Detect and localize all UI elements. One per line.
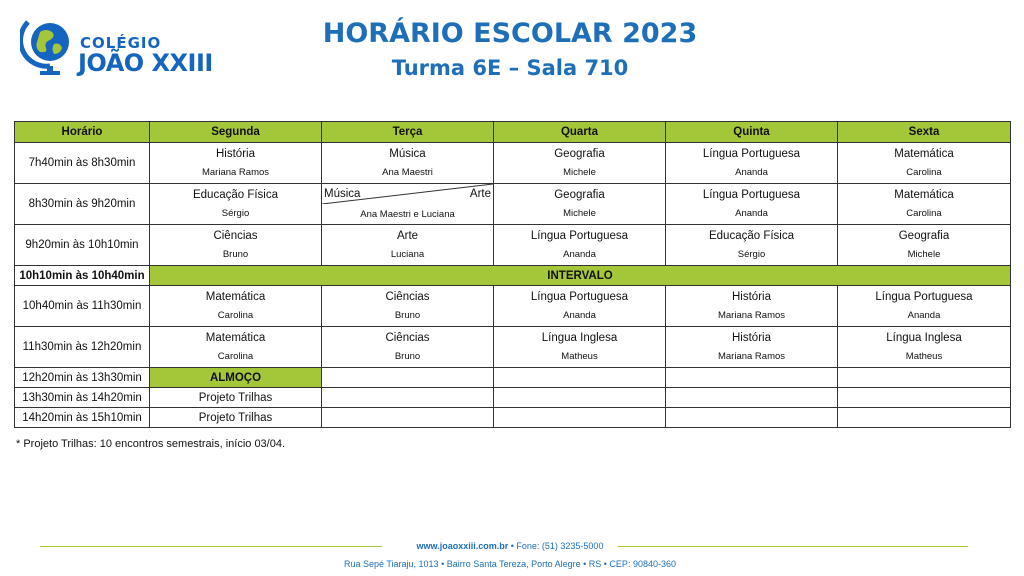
teacher: Carolina	[906, 208, 942, 219]
class-cell	[838, 286, 1011, 327]
subject: Geografia	[898, 230, 950, 242]
teacher: Matheus	[561, 351, 598, 362]
teacher: Michele	[907, 249, 941, 260]
teacher: Matheus	[905, 351, 943, 362]
teacher: Ananda	[735, 167, 768, 178]
logo-line1: COLÉGIO	[80, 34, 162, 52]
subject: História	[732, 291, 771, 303]
class-cell	[494, 225, 666, 266]
class-cell	[322, 286, 494, 327]
subject: Matemática	[205, 332, 266, 344]
empty-cell	[322, 388, 494, 408]
logo-line2: JOÃO XXIII	[78, 49, 213, 77]
teacher: Bruno	[394, 351, 421, 362]
website-link[interactable]: www.joaoxxiii.com.br	[416, 541, 509, 551]
footnote: * Projeto Trilhas: 10 encontros semestrais, início 03/04.	[16, 438, 286, 450]
teacher: Ana Maestri e Luciana	[360, 209, 455, 220]
subject: História	[732, 332, 771, 344]
footer-contact	[330, 541, 690, 551]
empty-cell	[494, 408, 666, 428]
time-cell: 11h30min às 12h20min	[15, 327, 150, 368]
class-cell	[150, 286, 322, 327]
time-cell: 13h30min às 14h20min	[15, 388, 150, 408]
time-cell: 10h10min às 10h40min	[15, 266, 150, 286]
class-cell	[150, 225, 322, 266]
subject: Educação Física	[192, 189, 278, 201]
subject: Ciências	[213, 230, 258, 242]
column-header: Terça	[322, 122, 494, 143]
class-cell: Projeto Trilhas	[150, 388, 322, 408]
subject: Música	[389, 148, 426, 160]
class-cell	[666, 184, 838, 225]
subject: Educação Física	[708, 230, 794, 242]
school-logo	[20, 14, 220, 78]
class-cell	[322, 327, 494, 368]
class-cell	[666, 143, 838, 184]
teacher: Mariana Ramos	[717, 351, 786, 362]
class-cell	[494, 327, 666, 368]
subject-right: Arte	[469, 188, 491, 200]
schedule-table	[14, 121, 1011, 428]
subject: Ciências	[385, 291, 430, 303]
teacher: Carolina	[217, 351, 254, 362]
teacher: Ananda	[907, 310, 941, 321]
subject: Língua Portuguesa	[875, 291, 973, 303]
table-row	[15, 408, 1011, 428]
subject: Geografia	[554, 189, 605, 201]
phone-text: • Fone: (51) 3235-5000	[510, 541, 604, 551]
class-cell	[322, 143, 494, 184]
time-cell: 10h40min às 11h30min	[15, 286, 150, 327]
subject: Língua Inglesa	[886, 332, 962, 344]
column-header: Horário	[15, 122, 150, 143]
class-cell	[666, 327, 838, 368]
table-row	[15, 388, 1011, 408]
class-cell	[838, 143, 1011, 184]
time-cell: 9h20min às 10h10min	[15, 225, 150, 266]
time-cell: 7h40min às 8h30min	[15, 143, 150, 184]
class-cell	[150, 143, 322, 184]
teacher: Michele	[563, 167, 596, 178]
subject: Matemática	[894, 148, 954, 160]
teacher: Carolina	[906, 167, 942, 178]
page-subtitle: Turma 6E – Sala 710	[391, 56, 629, 80]
class-cell	[494, 286, 666, 327]
interval-row	[15, 266, 1011, 286]
table-row	[15, 184, 1011, 225]
subject: Matemática	[205, 291, 266, 303]
teacher: Bruno	[394, 310, 421, 321]
class-cell	[494, 143, 666, 184]
empty-cell	[322, 408, 494, 428]
lunch-row	[15, 368, 1011, 388]
subject: Ciências	[385, 332, 430, 344]
column-header: Quarta	[494, 122, 666, 143]
lunch-cell: ALMOÇO	[150, 368, 322, 388]
teacher: Sérgio	[221, 208, 250, 219]
split-class-cell	[322, 184, 494, 225]
empty-cell	[666, 388, 838, 408]
table-row	[15, 143, 1011, 184]
teacher: Bruno	[222, 249, 249, 260]
page-title: HORÁRIO ESCOLAR 2023	[322, 18, 698, 49]
class-cell	[838, 184, 1011, 225]
class-cell	[322, 225, 494, 266]
subject: Língua Portuguesa	[702, 189, 801, 201]
time-cell: 12h20min às 13h30min	[15, 368, 150, 388]
teacher: Carolina	[217, 310, 254, 321]
subject: Língua Portuguesa	[702, 148, 801, 160]
class-cell	[838, 225, 1011, 266]
class-cell	[838, 327, 1011, 368]
class-cell	[494, 184, 666, 225]
teacher: Ananda	[735, 208, 768, 219]
subject: Geografia	[554, 148, 605, 160]
table-row	[15, 225, 1011, 266]
teacher: Ananda	[563, 310, 596, 321]
subject: História	[216, 148, 255, 160]
table-row	[15, 327, 1011, 368]
empty-cell	[494, 388, 666, 408]
interval-cell: INTERVALO	[150, 266, 1011, 286]
subject: Língua Portuguesa	[530, 291, 629, 303]
table-row	[15, 286, 1011, 327]
subject: Matemática	[894, 189, 954, 201]
empty-cell	[666, 408, 838, 428]
time-cell: 8h30min às 9h20min	[15, 184, 150, 225]
teacher: Michele	[563, 208, 596, 219]
subject: Arte	[396, 230, 419, 242]
empty-cell	[838, 368, 1011, 388]
empty-cell	[838, 388, 1011, 408]
class-cell: Projeto Trilhas	[150, 408, 322, 428]
column-header: Segunda	[150, 122, 322, 143]
class-cell	[666, 225, 838, 266]
subject: Língua Inglesa	[541, 332, 618, 344]
subject-left: Música	[324, 188, 361, 200]
class-cell	[150, 184, 322, 225]
time-cell: 14h20min às 15h10min	[15, 408, 150, 428]
teacher: Ananda	[563, 249, 596, 260]
column-header: Sexta	[838, 122, 1011, 143]
globe-logo-icon	[20, 14, 80, 78]
teacher: Luciana	[390, 249, 425, 260]
class-cell	[150, 327, 322, 368]
teacher: Mariana Ramos	[201, 167, 270, 178]
footer-address: Rua Sepé Tiaraju, 1013 • Bairro Santa Tereza, Porto Alegre • RS • CEP: 90840-360	[344, 559, 676, 569]
empty-cell	[494, 368, 666, 388]
subject: Língua Portuguesa	[530, 230, 629, 242]
empty-cell	[322, 368, 494, 388]
empty-cell	[666, 368, 838, 388]
column-header: Quinta	[666, 122, 838, 143]
teacher: Sérgio	[737, 249, 766, 260]
teacher: Mariana Ramos	[717, 310, 786, 321]
class-cell	[666, 286, 838, 327]
teacher: Ana Maestri	[382, 167, 433, 178]
empty-cell	[838, 408, 1011, 428]
table-header-row	[15, 122, 1011, 143]
